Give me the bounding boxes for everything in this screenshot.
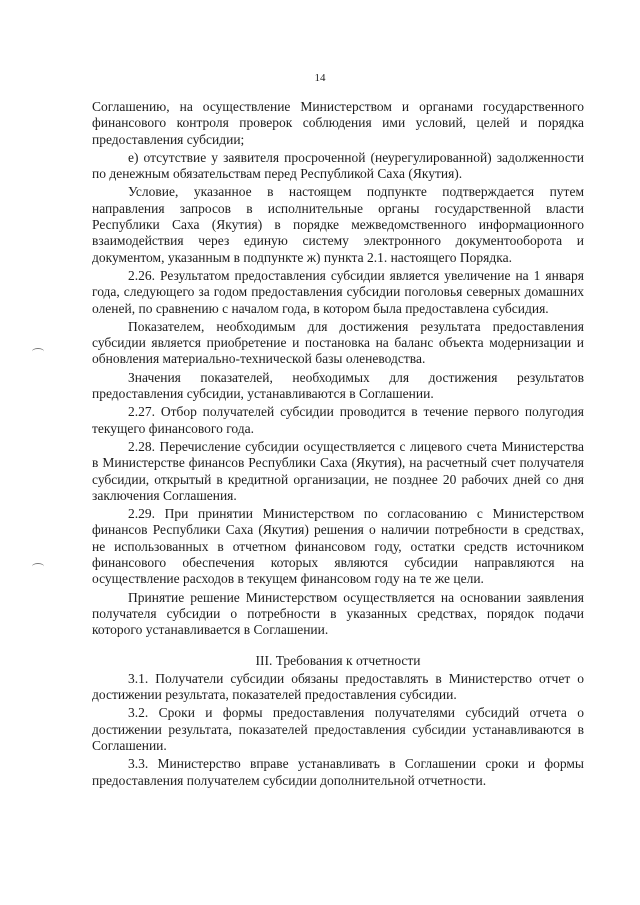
paragraph-indicator-values: Значения показателей, необходимых для достижения результатов предоставления субсидии, устанавливаются в Соглашении. bbox=[92, 369, 584, 402]
paragraph-2-27: 2.27. Отбор получателей субсидии проводится в течение первого полугодия текущего финансового года. bbox=[92, 404, 584, 436]
paragraph-3-1: 3.1. Получатели субсидии обязаны предоставлять в Министерство отчет о достижении результата, показателей предоставления субсидии. bbox=[92, 670, 584, 703]
paragraph-item-e: е) отсутствие у заявителя просроченной (неурегулированной) задолженности по денежным обязательствам перед Республикой Саха (Якутия). bbox=[92, 149, 584, 182]
paragraph-condition: Условие, указанное в настоящем подпункте подтверждается путем направления запросов в исполнительные органы государственной власти Республики Саха (Якутия) в порядке межведомственного информационного взаимодействия через единую систему электронного документооборота и документом, указанным в подпункте ж) пункта 2.1. настоящего Порядка. bbox=[92, 184, 584, 265]
scan-mark-top bbox=[32, 348, 44, 355]
paragraph-3-3: 3.3. Министерство вправе устанавливать в Соглашении сроки и формы предоставления получателем субсидии дополнительной отчетности. bbox=[92, 756, 584, 788]
paragraph-continuation: Соглашению, на осуществление Министерством и органами государственного финансового контроля проверок соблюдения ими условий, целей и порядка предоставления субсидии; bbox=[92, 99, 584, 147]
paragraph-2-29: 2.29. При принятии Министерством по согласованию с Министерством финансов Республики Саха (Якутия) решения о наличии потребности в средствах, не использованных в отчетном финансовом году, остатки средств источником финансового обеспечения которых являются субсидии направляются на осуществление расходов в текущем финансовом году на те же цели. bbox=[92, 506, 584, 587]
scan-mark-bottom bbox=[32, 563, 44, 570]
paragraph-indicator: Показателем, необходимым для достижения результата предоставления субсидии является приобретение и постановка на баланс объекта модернизации и обновления материально-технической базы оленеводства. bbox=[92, 318, 584, 367]
paragraph-2-28: 2.28. Перечисление субсидии осуществляется с лицевого счета Министерства в Министерстве финансов Республики Саха (Якутия), на расчетный счет получателя субсидии, открытый в кредитной организации, не позднее 20 рабочих дней со дня заключения Соглашения. bbox=[92, 438, 584, 503]
paragraph-3-2: 3.2. Сроки и формы предоставления получателями субсидий отчета о достижении результата, показателей предоставления субсидии устанавливаются в Соглашении. bbox=[92, 705, 584, 753]
page-number: 14 bbox=[314, 72, 326, 84]
section-heading: III. Требования к отчетности bbox=[255, 652, 421, 668]
paragraph-2-26: 2.26. Результатом предоставления субсидии является увеличение на 1 января года, следующего за годом предоставления субсидии поголовья северных домашних оленей, по сравнению с началом года, в котором была предоставлена субсидия. bbox=[92, 267, 584, 316]
document-body bbox=[92, 99, 584, 791]
paragraph-decision: Принятие решение Министерством осуществляется на основании заявления получателя субсидии о потребности в указанных средствах, порядок подачи которого устанавливается в Соглашении. bbox=[92, 589, 584, 638]
